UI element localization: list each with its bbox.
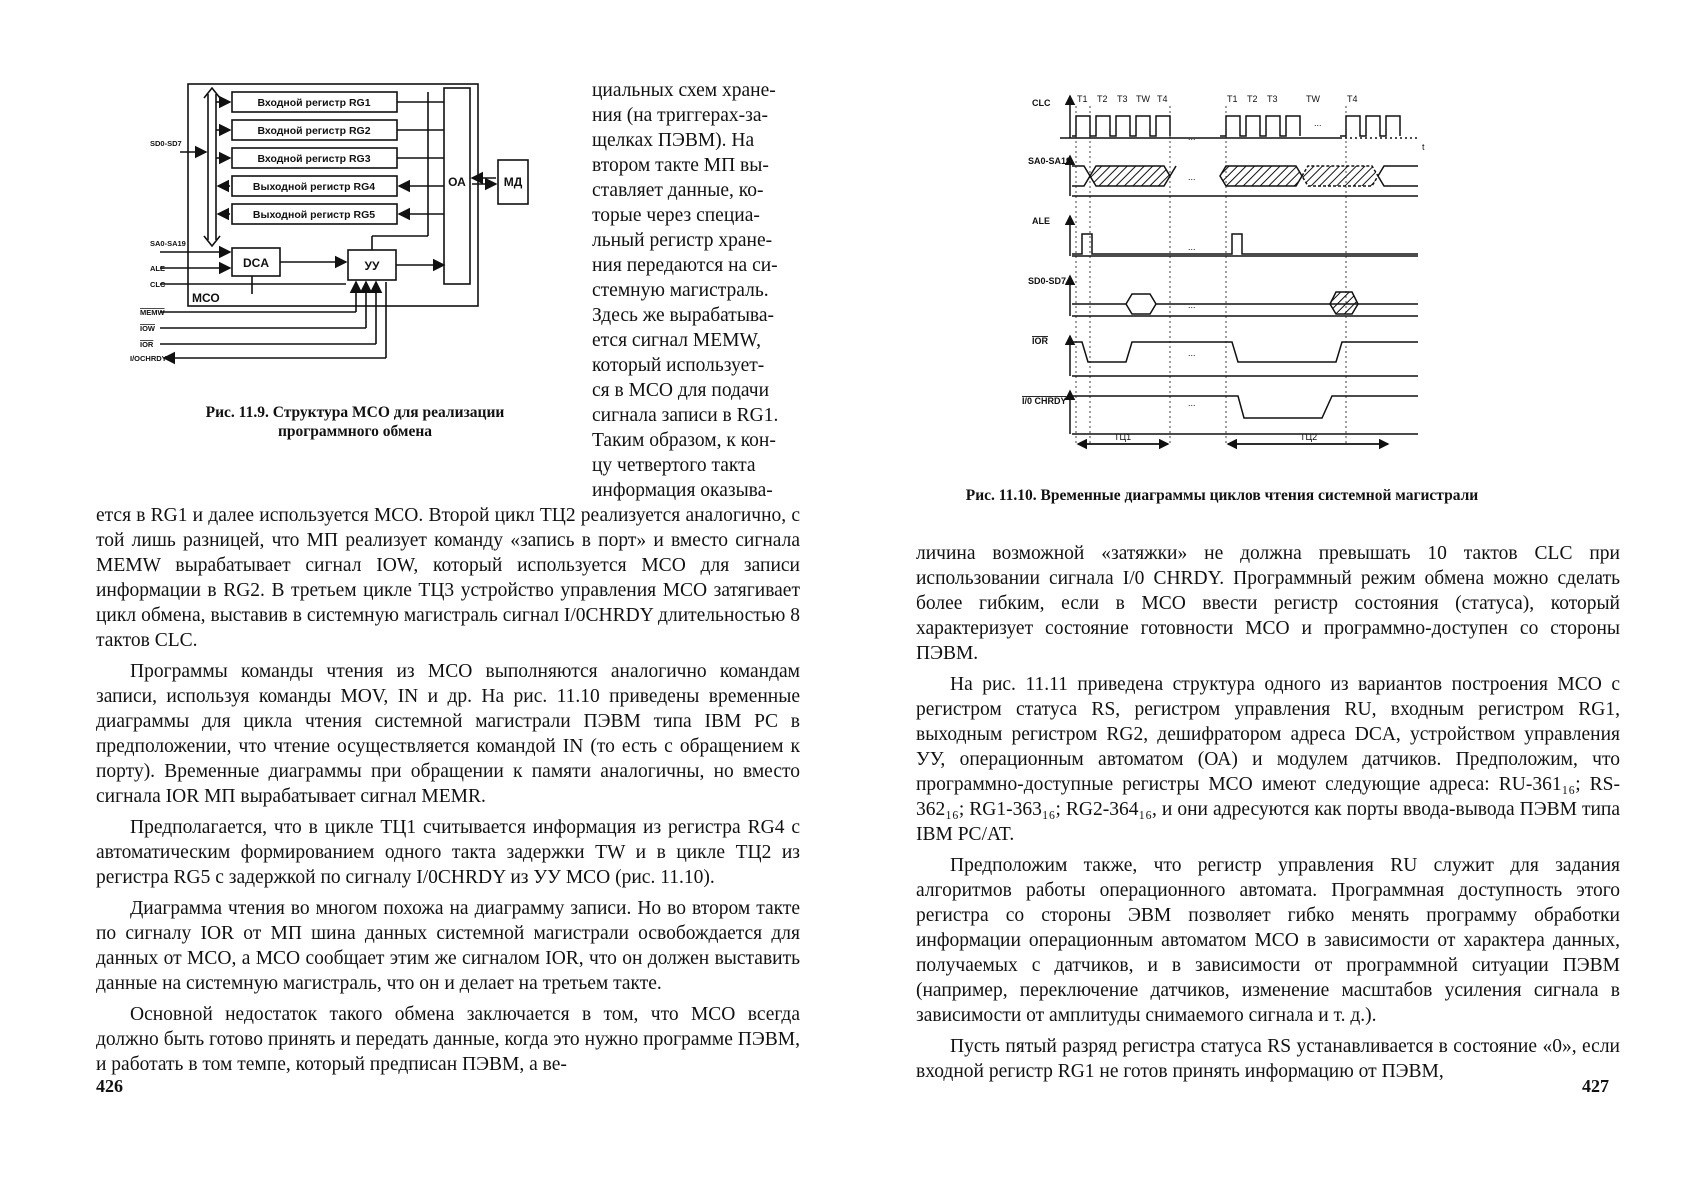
right-page [840,0,1683,1191]
dca-block-label: DCA [243,256,269,270]
paragraph: Пусть пятый разряд регистра статуса RS устанавливается в состояние «0», если входной регистр RG1 не готов принять информацию от ПЭВМ, [916,1036,1620,1082]
register-label-1: Входной регистр RG1 [257,97,371,109]
figure-11-10-caption: Рис. 11.10. Временные диаграммы циклов чтения системной магистрали [965,487,1479,504]
paragraph: Предположим также, что регистр управления RU служит для задания алгоритмов работы операционного автомата. Программная доступность этого регистра со стороны ЭВМ позволяет гибко менять программу обработки информации операционным автоматом МСО в зависимости от характера данных, получаемых с датчиков, и в зависимости от программной ситуации ПЭВМ (например, переключение датчиков, изменение масштабов усиления сигнала в зависимости от амплитуды снимаемого сигнала и т. д.). [916,855,1620,1026]
signal-sa0-sa19: SA0-SA19 [150,239,186,248]
signal-memw: MEMW [140,308,165,317]
column-line: ется сигнал MEMW, [592,330,761,351]
ellipsis-ior: ... [1188,348,1196,358]
signal-clc: CLC [150,280,166,289]
paragraph: Основной недостаток такого обмена заключается в том, что МСО всегда должно быть готово принять и передать данные, когда это нужно программе ПЭВМ, и работать в том темпе, который предписан ПЭВМ, а ве- [96,1004,800,1075]
signal-iochrdy: I/OCHRDY [130,354,167,363]
figure-11-10-timing-diagram [1020,86,1540,486]
cycle-2-label: ТЦ2 [1300,432,1318,442]
signal-clc: CLC [1032,98,1051,108]
signal-sa0-sa19: SA0-SA19 [1028,156,1072,166]
uu-block-label: УУ [364,259,380,273]
oa-block-label: ОА [448,175,466,189]
tact-t4: T4 [1157,94,1168,104]
signal-ale: ALE [1032,216,1050,226]
tact-t4-second: T4 [1347,94,1358,104]
signal-ale: ALE [150,264,165,273]
ellipsis-sa: ... [1188,172,1196,182]
page-number-left: 426 [96,1076,123,1096]
page-number-right: 427 [1582,1076,1609,1096]
mco-block-label: МСО [192,291,220,305]
cycle-1-label: ТЦ1 [1114,432,1132,442]
register-label-3: Входной регистр RG3 [257,153,371,165]
column-text [592,78,800,503]
column-line: ния (на триггерах-за- [592,105,769,126]
ellipsis-clc-2: ... [1314,118,1322,128]
register-label-2: Входной регистр RG2 [257,125,371,137]
paragraph: На рис. 11.11 приведена структура одного из вариантов построения МСО с регистром статуса RS, регистром управления RU, входным регистром RG1, выходным регистром RG2, дешифратором адреса DCA, устройством управления УУ, операционным автоматом (ОА) и модулем датчиков. Предположим, что программно-доступные регистры МСО имеют следующие адреса: RU-361₁₆; RS-362₁₆; RG1-363₁₆; RG2-364₁₆, и они адресуются как порты ввода-вывода ПЭВМ типа IBM PC/AT. [916,674,1620,845]
column-line: информация оказыва- [592,480,773,501]
right-body-text [916,541,1620,1084]
column-line: стемную магистраль. [592,280,769,301]
column-line: циальных схем хране- [592,80,776,101]
left-body-text [96,503,800,1077]
signal-iochrdy: I/0 CHRDY [1022,396,1067,406]
signal-ior: IOR [1032,336,1049,346]
paragraph: ется в RG1 и далее используется МСО. Второй цикл ТЦ2 реализуется аналогично, с той лишь разницей, что МП реализует команду «запись в порт» и вместо сигнала MEMW вырабатывает сигнал IOW, который используется МСО для записи информации в RG2. В третьем цикле ТЦ3 устройство управления МСО затягивает цикл обмена, выставив в системную магистраль сигнал I/0CHRDY длительностью 8 тактов CLC. [96,505,800,651]
column-line: втором такте МП вы- [592,155,769,176]
figure-11-9-caption: Рис. 11.9. Структура МСО для реализации программного обмена [205,404,505,440]
column-line: ставляет данные, ко- [592,180,764,201]
figure-11-9-diagram [130,80,580,400]
column-line: ся в МСО для подачи [592,380,770,401]
tact-t3-second: T3 [1267,94,1278,104]
ellipsis-chrdy: ... [1188,398,1196,408]
signal-sd0-sd7: SD0-SD7 [1028,276,1067,286]
signal-sd0-sd7: SD0-SD7 [150,139,182,148]
column-line: Таким образом, к кон- [592,430,776,451]
paragraph: Программы команды чтения из МСО выполняются аналогично командам записи, используя команды MOV, IN и др. На рис. 11.10 приведены временные диаграммы для цикла чтения системной магистрали ПЭВМ типа IBM PC в предположении, что чтение осуществляется командой IN (то есть с обращением к порту). Временные диаграммы при обращении к памяти аналогичны, но вместо сигнала IOR МП вырабатывает сигнал MEMR. [96,661,800,807]
paragraph: Предполагается, что в цикле ТЦ1 считывается информация из регистра RG4 с автоматическим формированием одного такта задержки TW и в цикле ТЦ2 из регистра RG5 с задержкой по сигналу I/0CHRDY из УУ МСО (рис. 11.10). [96,817,800,888]
ellipsis-ale: ... [1188,242,1196,252]
column-line: сигнала записи в RG1. [592,405,779,426]
column-line: льный регистр хране- [592,230,773,251]
column-line: цу четвертого такта [592,455,756,476]
signal-iow: IOW [140,324,155,333]
column-line: который использует- [592,355,765,376]
column-line: щелках ПЭВМ). На [592,130,755,151]
register-label-4: Выходной регистр RG4 [252,181,376,193]
left-page [0,0,840,1191]
tact-t2: T2 [1097,94,1108,104]
tact-t2-second: T2 [1247,94,1258,104]
column-line: Здесь же вырабатыва- [592,305,775,326]
ellipsis-clc: ... [1188,132,1196,142]
tact-t1: T1 [1077,94,1088,104]
md-block-label: МД [503,175,523,189]
time-axis-label: t [1422,142,1425,152]
tact-tw-second: TW [1306,94,1320,104]
paragraph: Диаграмма чтения во многом похожа на диаграмму записи. Но во втором такте по сигналу IOR от МП шина данных системной магистрали освобождается для данных от МСО, а МСО сообщает этим же сигналом IOR, что он должен выставить данные на системную магистраль, что он и делает на третьем такте. [96,898,800,994]
tact-tw: TW [1136,94,1150,104]
column-line: торые через специа- [592,205,760,226]
ellipsis-sd: ... [1188,300,1196,310]
tact-t1-second: T1 [1227,94,1238,104]
signal-ior: IOR [140,340,154,349]
paragraph: личина возможной «затяжки» не должна превышать 10 тактов CLC при использовании сигнала I/0 CHRDY. Программный режим обмена можно сделать более гибким, если в МСО ввести регистр состояния (статуса), который характеризует состояние готовности МСО и программно-доступен со стороны ПЭВМ. [916,543,1620,664]
tact-t3: T3 [1117,94,1128,104]
register-label-5: Выходной регистр RG5 [252,209,376,221]
column-line: ния передаются на си- [592,255,778,276]
